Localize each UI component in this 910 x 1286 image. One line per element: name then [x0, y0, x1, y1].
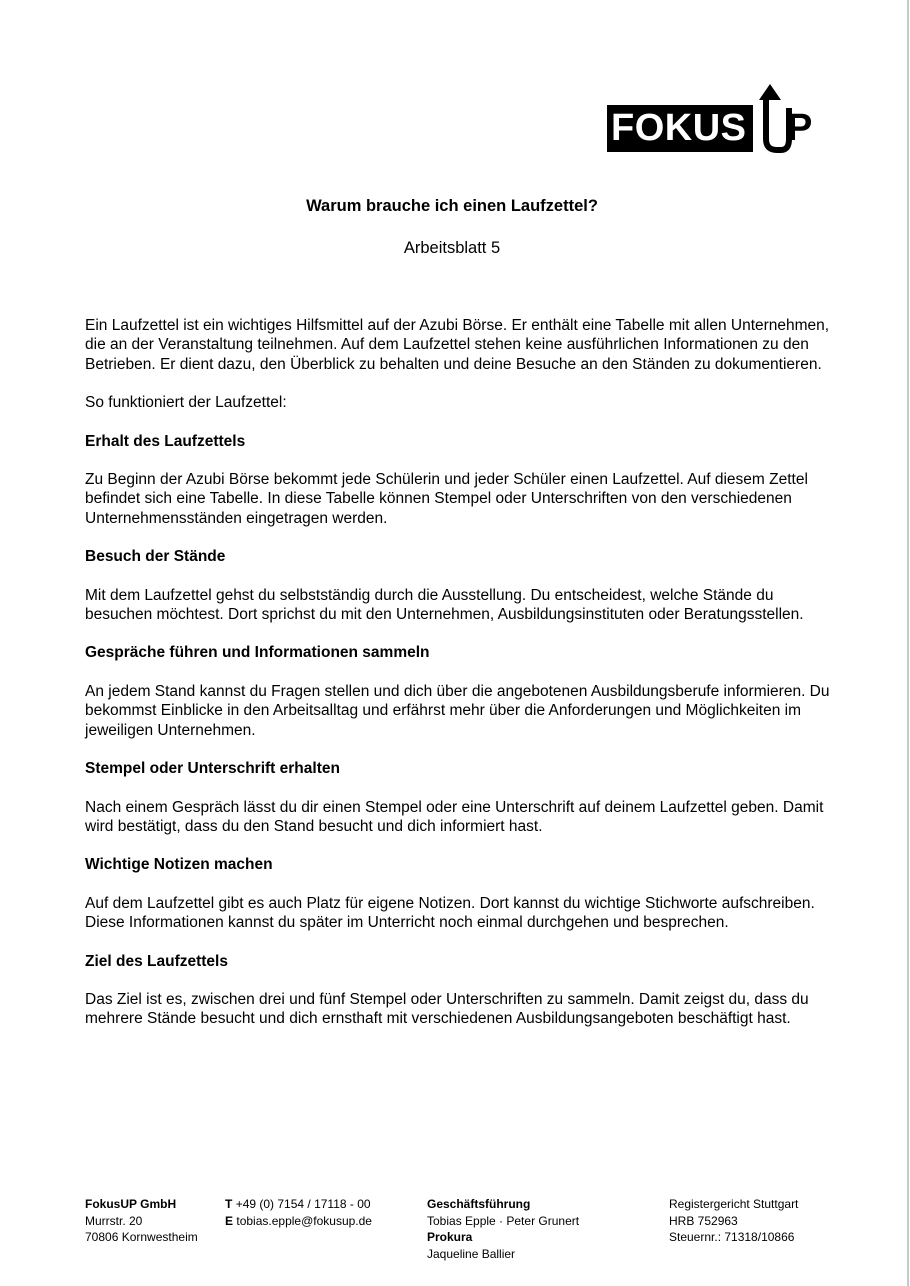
management-names: Tobias Epple · Peter Grunert	[427, 1213, 580, 1228]
section-heading: Ziel des Laufzettels	[85, 952, 228, 970]
logo-text-p: P	[787, 107, 813, 149]
footer-contact	[225, 1196, 372, 1229]
company-city: 70806 Kornwestheim	[85, 1230, 198, 1244]
register-hrb: HRB 752963	[669, 1213, 738, 1228]
section-body: Nach einem Gespräch lässt du dir einen Stempel oder eine Unterschrift auf deinem Laufzettel geben. Damit wird bestätigt, dass du den Stand besucht und dich informiert hast.	[85, 798, 824, 835]
phone-label: T	[225, 1197, 233, 1211]
section-body: Mit dem Laufzettel gehst du selbstständig durch die Ausstellung. Du entscheidest, welche Stände du besuchen möchtest. Dort sprichst du mit den Unternehmen, Ausbildungsinstituten oder Beratungsstellen.	[85, 586, 804, 624]
page-title: Warum brauche ich einen Laufzettel?	[306, 197, 598, 215]
prokura-name: Jaqueline Ballier	[427, 1246, 516, 1261]
page-edge	[907, 0, 909, 1286]
email-address: tobias.epple@fokusup.de	[236, 1213, 372, 1228]
phone-number: +49 (0) 7154 / 17118 - 00	[235, 1197, 371, 1211]
intro-paragraph: Ein Laufzettel ist ein wichtiges Hilfsmittel auf der Azubi Börse. Er enthält eine Tabelle mit allen Unternehmen, die an der Veranstaltung teilnehmen. Auf dem Laufzettel stehen keine ausführlichen Informationen zu den Betrieben. Er dient dazu, den Überblick zu behalten und deine Besuche an den Ständen zu dokumentieren.	[85, 317, 830, 373]
section-body: Auf dem Laufzettel gibt es auch Platz für eigene Notizen. Dort kannst du wichtige Stichworte aufschreiben. Diese Informationen kannst du später im Unterricht noch einmal durchgehen und besprechen.	[85, 894, 815, 932]
company-name: FokusUP GmbH	[85, 1197, 177, 1211]
section-body: An jedem Stand kannst du Fragen stellen und dich über die angebotenen Ausbildungsberufe informieren. Du bekommst Einblicke in den Arbeitsalltag und erfährst mehr über die Anforderungen und Möglichkeiten im jeweiligen Unternehmen.	[85, 682, 830, 739]
section-heading: Wichtige Notizen machen	[85, 856, 273, 874]
email-label: E	[225, 1213, 234, 1228]
lead-paragraph: So funktioniert der Laufzettel:	[85, 394, 287, 412]
register-court: Registergericht Stuttgart	[669, 1197, 799, 1211]
page-subtitle: Arbeitsblatt 5	[403, 239, 501, 257]
footer-management	[427, 1196, 579, 1262]
logo-text-fokus: FOKUS	[611, 107, 747, 149]
phone-line	[225, 1196, 372, 1213]
section-heading: Erhalt des Laufzettels	[85, 432, 246, 450]
email-line	[225, 1213, 372, 1230]
section-heading: Gespräche führen und Informationen sammeln	[85, 644, 430, 662]
section-heading: Besuch der Stände	[85, 548, 226, 566]
fokusup-logo	[607, 84, 823, 154]
management-heading: Geschäftsführung	[427, 1197, 531, 1211]
company-street: Murrstr. 20	[85, 1213, 143, 1228]
prokura-heading: Prokura	[427, 1230, 473, 1244]
register-tax: Steuernr.: 71318/10866	[669, 1230, 795, 1244]
section-body: Zu Beginn der Azubi Börse bekommt jede Schülerin und jeder Schüler einen Laufzettel. Auf diesem Zettel befindet sich eine Tabelle. In diese Tabelle können Stempel oder Unterschriften von den verschiedenen Unternehmensständen eingetragen werden.	[85, 471, 808, 527]
section-body: Das Ziel ist es, zwischen drei und fünf Stempel oder Unterschriften zu sammeln. Damit zeigst du, dass du mehrere Stände besucht und dich ernsthaft mit verschiedenen Ausbildungsangeboten beschäftigt hast.	[85, 990, 809, 1028]
section-heading: Stempel oder Unterschrift erhalten	[85, 760, 340, 778]
footer-company	[85, 1196, 198, 1246]
footer-register	[669, 1196, 798, 1246]
document-body	[85, 316, 830, 1048]
